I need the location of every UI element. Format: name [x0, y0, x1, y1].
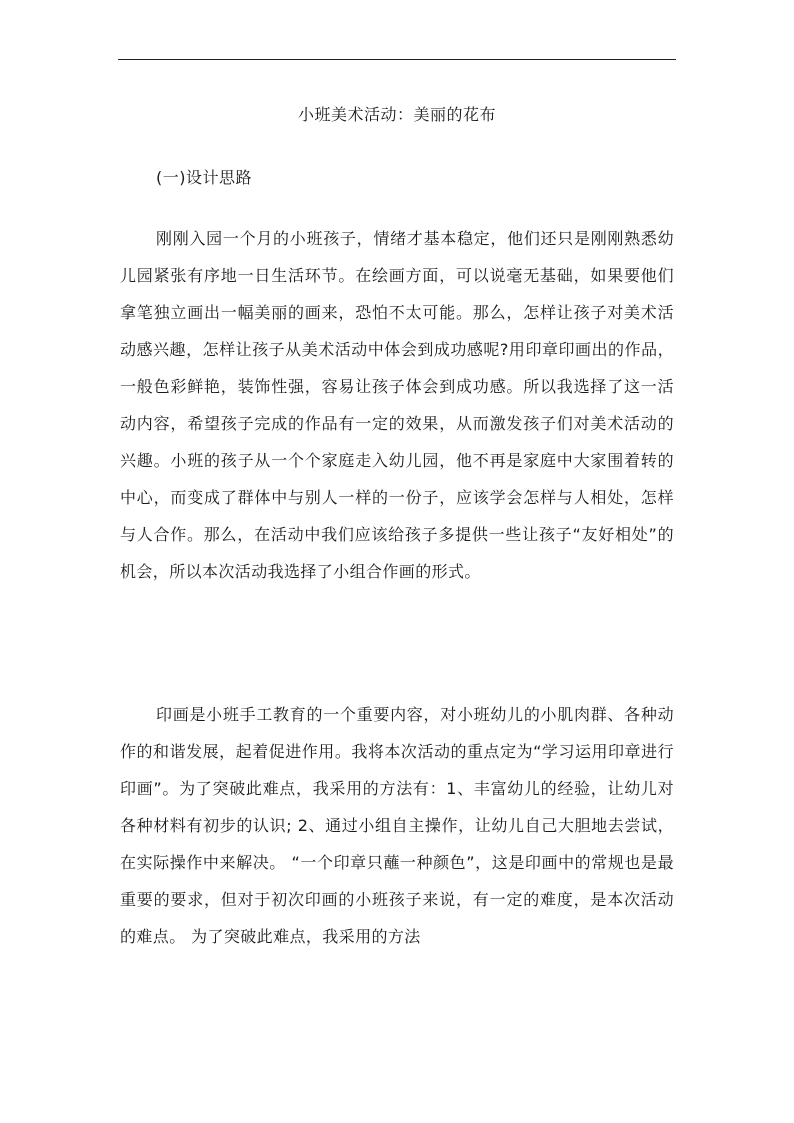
- body-paragraph-2: 印画是小班手工教育的一个重要内容，对小班幼儿的小肌肉群、各种动作的和谐发展，起着促进作用。我将本次活动的重点定为“学习运用印章进行印画”。为了突破此难点，我采用的方法有：1、丰富幼儿的经验，让幼儿对各种材料有初步的认识; 2、通过小组自主操作，让幼儿自己大胆地去尝试，在实际操作中来解决。 “一个印章只蘸一种颜色”，这是印画中的常规也是最重要的要求，但对于初次印画的小班孩子来说，有一定的难度，是本次活动的难点。 为了突破此难点，我采用的方法: [120, 705, 674, 946]
- body-paragraph-1: 刚刚入园一个月的小班孩子，情绪才基本稳定，他们还只是刚刚熟悉幼儿园紧张有序地一日生活环节。在绘画方面，可以说毫无基础，如果要他们拿笔独立画出一幅美丽的画来，恐怕不太可能。那么，怎样让孩子对美术活动感兴趣，怎样让孩子从美术活动中体会到成功感呢?用印章印画出的作品，一般色彩鲜艳，装饰性强，容易让孩子体会到成功感。所以我选择了这一活动内容，希望孩子完成的作品有一定的效果，从而激发孩子们对美术活动的兴趣。小班的孩子从一个个家庭走入幼儿园，他不再是家庭中大家围着转的中心，而变成了群体中与别人一样的一份子，应该学会怎样与人相处，怎样与人合作。那么，在活动中我们应该给孩子多提供一些让孩子“友好相处”的机会，所以本次活动我选择了小组合作画的形式。: [120, 229, 674, 581]
- section-heading: (一)设计思路: [156, 168, 252, 187]
- header-rule: [118, 59, 676, 60]
- document-title: 小班美术活动：美丽的花布: [297, 105, 496, 124]
